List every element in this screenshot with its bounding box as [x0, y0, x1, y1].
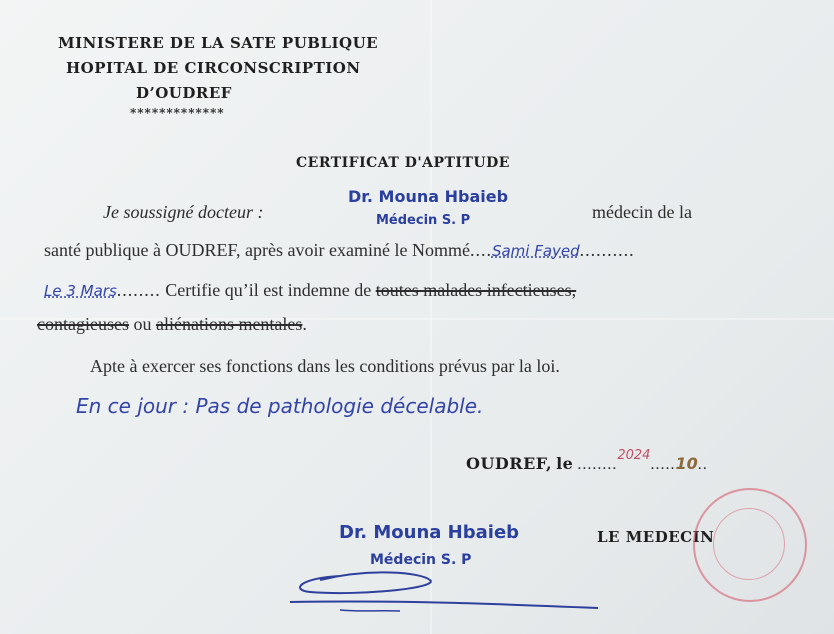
header-hospital: HOPITAL DE CIRCONSCRIPTION [66, 59, 361, 77]
header-stars: ************* [130, 106, 225, 120]
exam-text: santé publique à OUDREF, après avoir examiné le Nommé [44, 240, 470, 260]
certify-line: Le 3 Mars........ Certifie qu’il est indemne de toutes malades infectieuses, [44, 280, 577, 300]
intro-text: Je soussigné docteur : [103, 202, 264, 222]
doctor-stamp-name-bottom: Dr. Mouna Hbaieb [339, 522, 520, 543]
struck-line [37, 314, 307, 335]
period: . [302, 314, 307, 334]
signature-label: LE MEDECIN [597, 528, 715, 546]
exam-line: santé publique à OUDREF, après avoir examiné le Nommé....Sami Fayed.......... [44, 240, 635, 260]
struck-contagious: contagieuses [37, 314, 129, 334]
official-red-stamp [693, 488, 807, 602]
signature-scribble [280, 566, 610, 628]
doctor-stamp-role-bottom: Médecin S. P [370, 552, 472, 568]
patient-name-handwritten: Sami Fayed [491, 242, 580, 260]
handwritten-note: En ce jour : Pas de pathologie décelable. [76, 394, 484, 418]
certify-text: Certifie qu’il est indemne de [165, 280, 372, 300]
struck-infectious: toutes malades infectieuses, [375, 280, 577, 300]
doctor-stamp-role-top: Médecin S. P [376, 213, 471, 228]
date-day: 10 [675, 454, 698, 473]
date-le: le [556, 454, 574, 473]
certificate-title: CERTIFICAT D'APTITUDE [296, 155, 510, 171]
doctor-stamp-name-top: Dr. Mouna Hbaieb [348, 187, 509, 206]
date-line: OUDREF, le ........$^{2024}$.....10.. [466, 448, 708, 473]
connector-text: ou [128, 314, 156, 334]
struck-mental: aliénations mentales [155, 314, 303, 334]
date-place: OUDREF, [466, 454, 553, 473]
date-handwritten: Le 3 Mars [44, 282, 117, 300]
profession-text: médecin de la [592, 202, 692, 222]
header-ministry: MINISTERE DE LA SATE PUBLIQUE [58, 34, 379, 52]
date-year: 2024 [617, 448, 651, 463]
header-city: D’OUDREF [136, 84, 232, 102]
aptitude-statement: Apte à exercer ses fonctions dans les conditions prévus par la loi. [90, 356, 560, 376]
